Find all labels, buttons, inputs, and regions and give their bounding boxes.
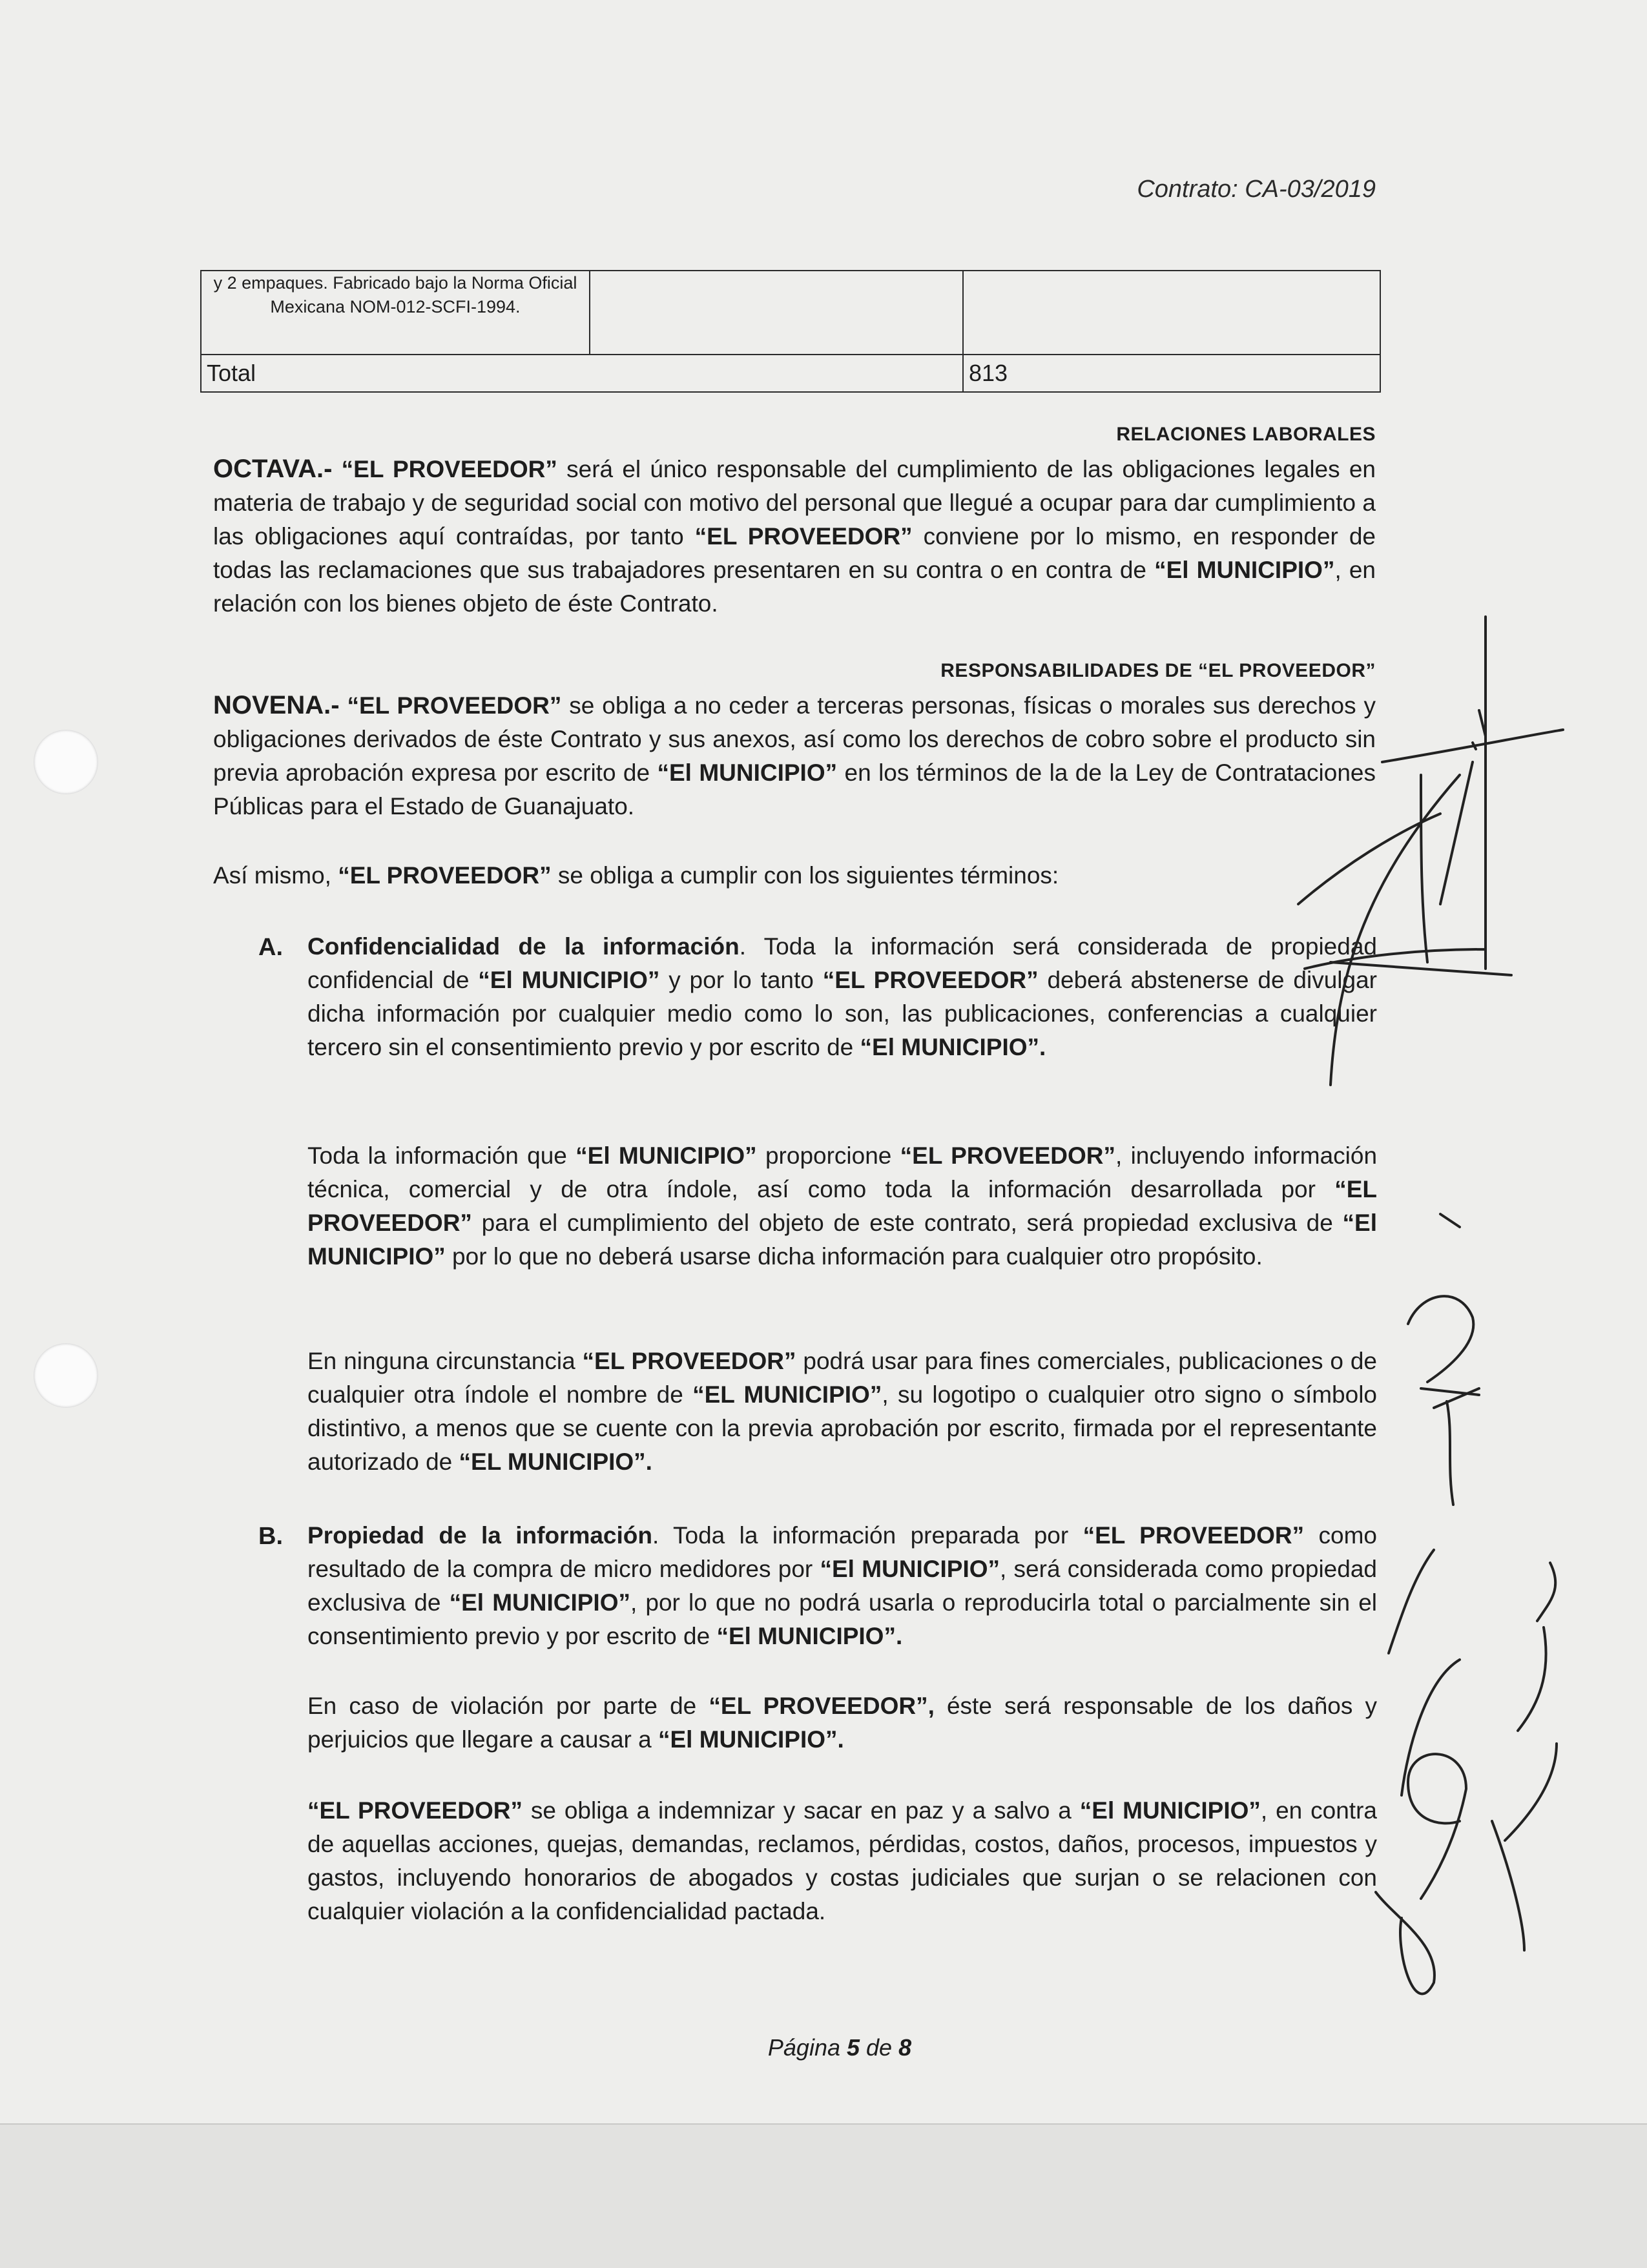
party-name: “El MUNICIPIO” <box>657 759 838 786</box>
party-name: “EL PROVEEDOR” <box>347 692 562 719</box>
term-text: proporcione <box>756 1142 900 1169</box>
term-text: . Toda la información será considerada de propiedad confidencial de <box>307 933 1377 993</box>
term-text: como resultado de la compra de micro medidores por <box>307 1522 1378 1582</box>
party-name: “El MUNICIPIO” <box>575 1142 757 1169</box>
party-name: “EL PROVEEDOR”, <box>709 1693 935 1719</box>
footer-text: de <box>860 2034 899 2061</box>
party-name: “EL PROVEEDOR” <box>338 862 552 889</box>
term-text: por lo que no deberá usarse dicha información para cualquier otro propósito. <box>445 1243 1263 1270</box>
party-name: “El MUNICIPIO” <box>820 1556 1000 1582</box>
handwritten-date <box>1408 1214 1479 1505</box>
term-title: Propiedad de la información <box>307 1522 652 1549</box>
total-label: Total <box>201 355 963 392</box>
clause-title: NOVENA.- <box>213 691 340 719</box>
term-text: y por lo tanto <box>659 967 823 993</box>
list-label-b: B. <box>258 1523 283 1550</box>
list-label-a: A. <box>258 934 283 961</box>
party-name: “EL PROVEEDOR” <box>307 1176 1377 1236</box>
term-text: éste será responsable de los daños y perjuicios que llegare a causar a <box>307 1693 1377 1753</box>
party-name: “El MUNICIPIO”. <box>860 1034 1046 1060</box>
term-text: , en contra de aquellas acciones, quejas, demandas, reclamos, pérdidas, costos, daños, procesos, impuestos y gastos, incluyendo honorarios de abogados y costas judiciales que surjan o se relacionen con cualquier violación a la confidencialidad pactada. <box>307 1797 1377 1924</box>
intro-text: se obliga a cumplir con los siguientes términos: <box>551 862 1059 889</box>
party-name: “El MUNICIPIO” <box>1154 557 1335 583</box>
term-text: , su logotipo o cualquier otro signo o símbolo distintivo, a menos que se cuente con la previa aprobación por escrito, firmada por el representante autorizado de <box>307 1381 1378 1475</box>
party-name: “El MUNICIPIO” <box>1079 1797 1261 1824</box>
term-text: . Toda la información preparada por <box>652 1522 1083 1549</box>
intro-text: Así mismo, <box>213 862 338 889</box>
item-description-cell: y 2 empaques. Fabricado bajo la Norma Oficial Mexicana NOM-012-SCFI-1994. <box>201 271 590 355</box>
term-text: deberá abstenerse de divulgar dicha información por cualquier medio como lo son, las publicaciones, conferencias a cualquier tercero sin el consentimiento previo y por escrito de <box>307 967 1378 1060</box>
term-text: podrá usar para fines comerciales, publicaciones o de cualquier otra índole el nombre de <box>307 1348 1378 1408</box>
page-number: 5 <box>847 2034 860 2061</box>
party-name: “EL PROVEEDOR” <box>900 1142 1116 1169</box>
signature-initials-right <box>1298 617 1563 1085</box>
party-name: “EL MUNICIPIO”. <box>459 1448 652 1475</box>
term-text: , incluyendo información técnica, comercial y de otra índole, así como toda la información desarrollada por <box>307 1142 1378 1202</box>
clause-title: OCTAVA.- <box>213 455 333 483</box>
contract-reference: Contrato: CA-03/2019 <box>1137 176 1376 203</box>
term-text: , por lo que no podrá usarla o reproducirla total o parcialmente sin el consentimiento previo y por escrito de <box>307 1589 1377 1649</box>
clause-text: se obliga a no ceder a terceras personas, físicas o morales sus derechos y obligaciones derivados de éste Contrato y sus anexos, así como los derechos de cobro sobre el producto sin previa aprobación expresa por escrito de <box>213 692 1376 786</box>
party-name: “El MUNICIPIO” <box>307 1210 1377 1270</box>
party-name: “EL PROVEEDOR” <box>822 967 1039 993</box>
party-name: “EL PROVEEDOR” <box>1082 1522 1305 1549</box>
party-name: “El MUNICIPIO”. <box>658 1726 844 1753</box>
term-text: Toda la información que <box>307 1142 576 1169</box>
party-name: “EL PROVEEDOR” <box>307 1797 523 1824</box>
clause-text: en los términos de la de la Ley de Contrataciones Públicas para el Estado de Guanajuato. <box>213 759 1376 820</box>
page-total: 8 <box>898 2034 912 2061</box>
total-value: 813 <box>963 355 1380 392</box>
clause-text: será el único responsable del cumplimiento de las obligaciones legales en materia de trabajo y de seguridad social con motivo del personal que llegué a ocupar para dar cumplimiento a las obligaciones aquí contraídas, por tanto <box>213 456 1376 550</box>
clause-text: , en relación con los bienes objeto de éste Contrato. <box>213 557 1376 617</box>
signature-vertical-2 <box>1492 1563 1557 1950</box>
party-name: “EL PROVEEDOR” <box>341 456 557 482</box>
term-text: para el cumplimiento del objeto de este contrato, será propiedad exclusiva de <box>471 1210 1343 1236</box>
party-name: “EL MUNICIPIO” <box>692 1381 882 1408</box>
section-heading-octava: RELACIONES LABORALES <box>1116 424 1376 445</box>
party-name: “El MUNICIPIO”. <box>716 1623 903 1649</box>
party-name: “El MUNICIPIO” <box>449 1589 630 1616</box>
party-name: “EL PROVEEDOR” <box>694 523 913 550</box>
party-name: “EL PROVEEDOR” <box>582 1348 796 1374</box>
term-text: En caso de violación por parte de <box>307 1693 709 1719</box>
term-text: se obliga a indemnizar y sacar en paz y a salvo a <box>522 1797 1080 1824</box>
term-title: Confidencialidad de la información <box>307 933 740 960</box>
term-text: , será considerada como propiedad exclusiva de <box>307 1556 1377 1616</box>
term-text: En ninguna circunstancia <box>307 1348 583 1374</box>
section-heading-novena: RESPONSABILIDADES DE “EL PROVEEDOR” <box>940 660 1376 681</box>
footer-text: Página <box>767 2034 847 2061</box>
signature-vertical-1 <box>1376 1550 1466 1994</box>
party-name: “El MUNICIPIO” <box>478 967 660 993</box>
clause-text: conviene por lo mismo, en responder de todas las reclamaciones que sus trabajadores presentaren en su contra o en contra de <box>213 523 1376 583</box>
